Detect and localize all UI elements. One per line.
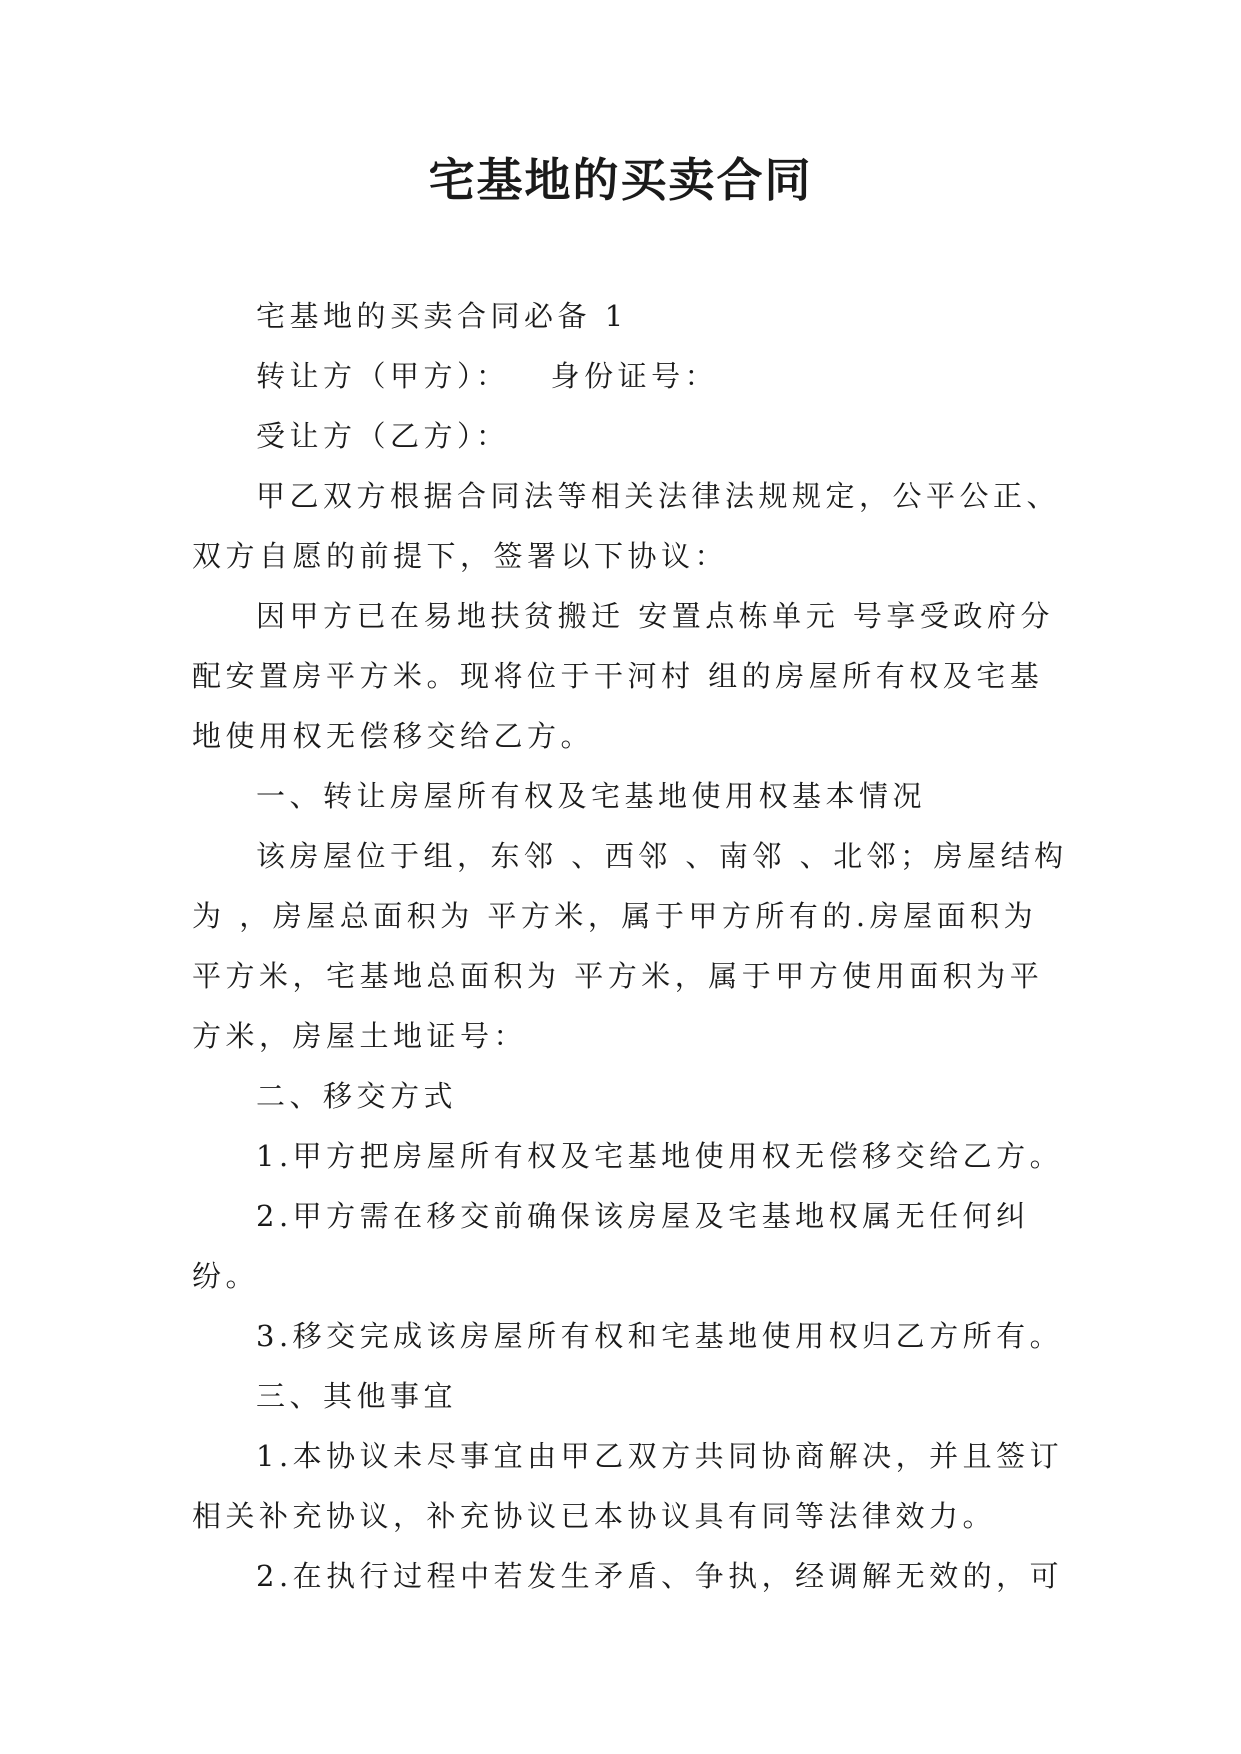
clause-3-1: 1.本协议未尽事宜由甲乙双方共同协商解决，并且签订相关补充协议，补充协议已本协议具有同等法律效力。 [192, 1439, 1064, 1533]
clause-2-2: 2.甲方需在移交前确保该房屋及宅基地权属无任何纠纷。 [192, 1199, 1030, 1293]
paragraph-transferor: 转让方（甲方）： 身份证号： [256, 359, 719, 393]
section-heading-basic-info: 一、转让房屋所有权及宅基地使用权基本情况 [256, 779, 927, 813]
section-heading-other-matters: 三、其他事宜 [256, 1379, 458, 1413]
document-body [192, 286, 1072, 1606]
paragraph-transferee: 受让方（乙方）： [256, 419, 510, 453]
clause-3-2: 2.在执行过程中若发生矛盾、争执，经调解无效的，可 [256, 1559, 1064, 1593]
clause-2-1: 1.甲方把房屋所有权及宅基地使用权无偿移交给乙方。 [256, 1139, 1064, 1173]
paragraph-background: 因甲方已在易地扶贫搬迁 安置点栋单元 号享受政府分配安置房平方米。现将位于干河村 组的房屋所有权及宅基地使用权无偿移交给乙方。 [192, 599, 1054, 753]
document-title: 宅基地的买卖合同 [428, 153, 813, 207]
paragraph-preamble: 甲乙双方根据合同法等相关法律法规规定，公平公正、双方自愿的前提下，签署以下协议： [192, 479, 1061, 573]
section-heading-transfer-method: 二、移交方式 [256, 1079, 458, 1113]
paragraph-heading-1: 宅基地的买卖合同必备 1 [256, 299, 628, 333]
clause-2-3: 3.移交完成该房屋所有权和宅基地使用权归乙方所有。 [256, 1319, 1064, 1353]
paragraph-property-details: 该房屋位于组，东邻 、西邻 、南邻 、北邻；房屋结构为 ，房屋总面积为 平方米，属于甲方所有的.房屋面积为 平方米，宅基地总面积为 平方米，属于甲方使用面积为平方米，房屋土地证号： [192, 839, 1068, 1053]
